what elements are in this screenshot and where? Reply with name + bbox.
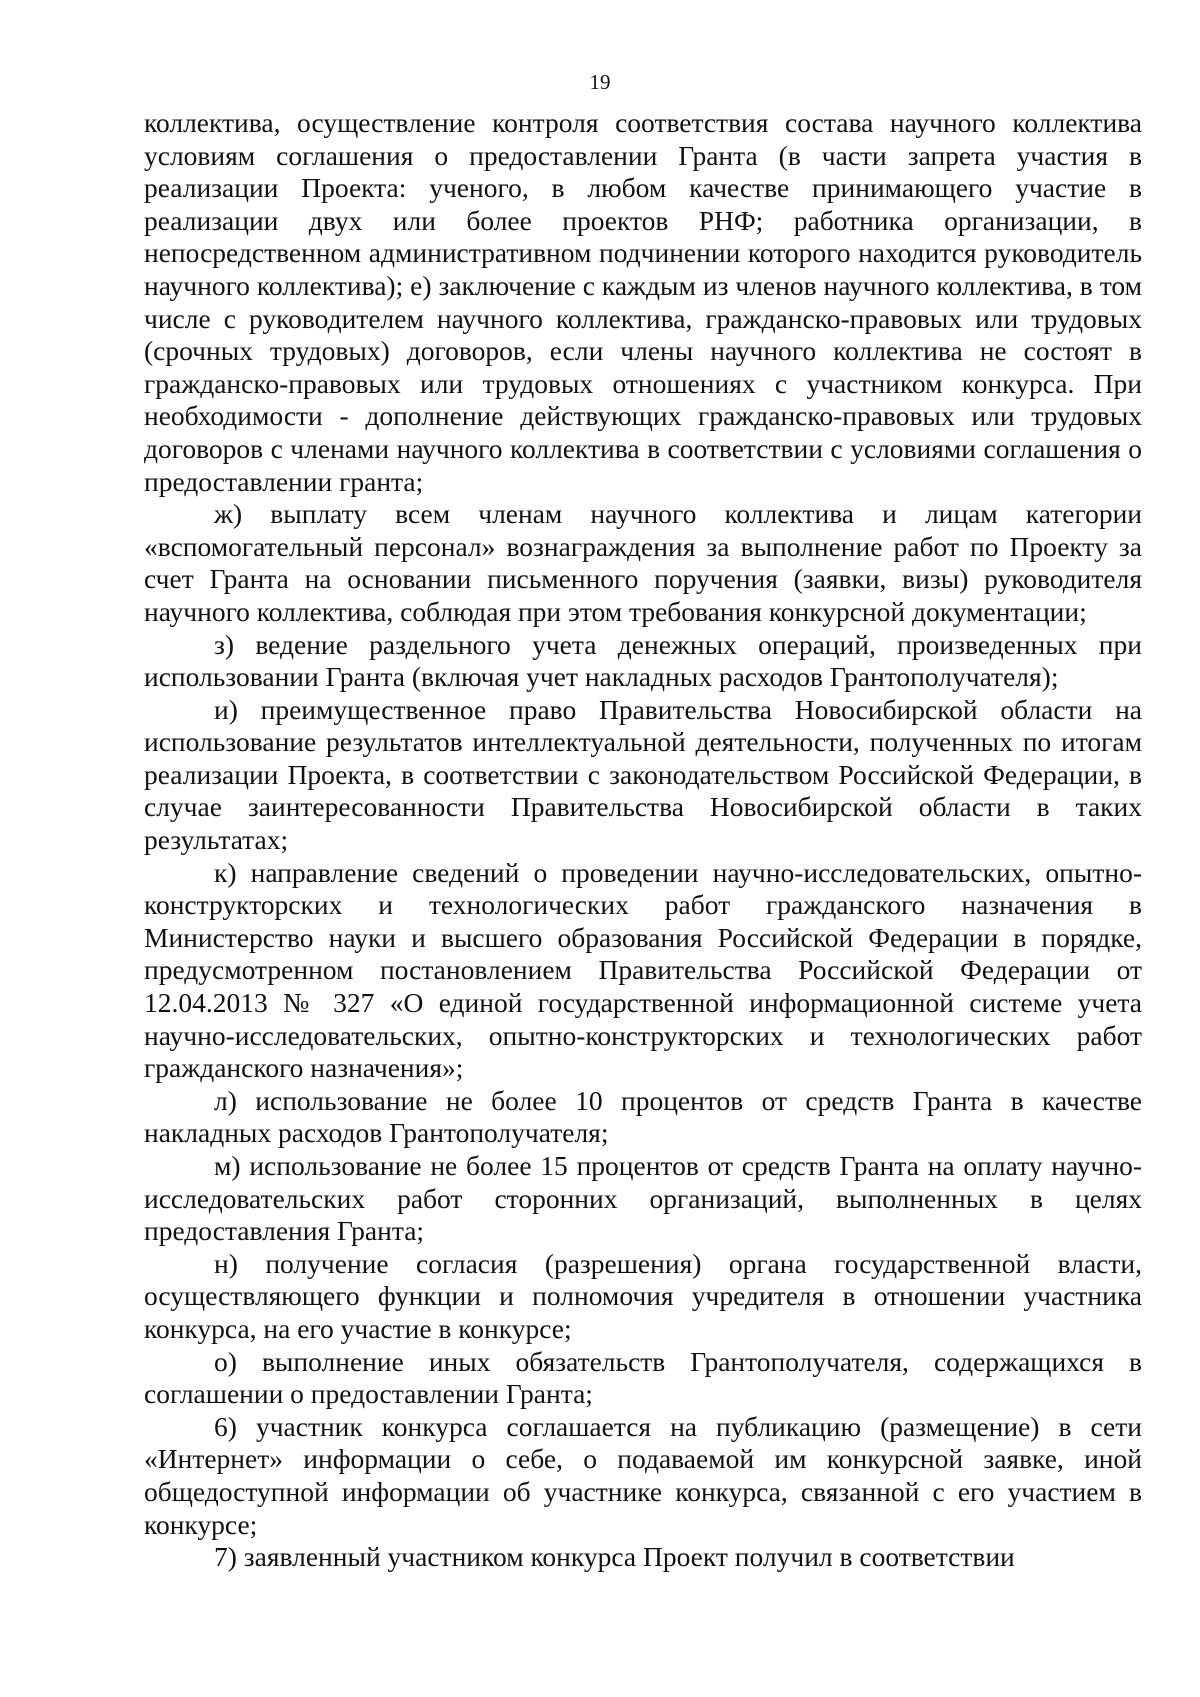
paragraph-item-7: 7) заявленный участником конкурса Проект получил в соответствии (214, 1541, 1015, 1573)
paragraph-item-6: 6) участник конкурса соглашается на публикацию (размещение) в сети «Интернет» информации о себе, о подаваемой им конкурсной заявке, иной общедоступной информации об участнике конкурса, связанной с его участием в конкурсе; (144, 1410, 1142, 1540)
paragraph-item-z: з) ведение раздельного учета денежных операций, произведенных при использовании Гранта (включая учет накладных расходов Грантополучателя); (144, 628, 1142, 693)
page-number: 19 (589, 70, 611, 94)
paragraph-item-o: о) выполнение иных обязательств Грантополучателя, содержащихся в соглашении о предоставлении Гранта; (144, 1345, 1142, 1410)
document-body (144, 107, 1142, 1574)
paragraph-item-zh: ж) выплату всем членам научного коллектива и лицам категории «вспомогательный персонал» вознаграждения за выполнение работ по Проекту за счет Гранта на основании письменного поручения (заявки, визы) руководителя научного коллектива, соблюдая при этом требования конкурсной документации; (144, 498, 1142, 627)
paragraph-item-n: н) получение согласия (разрешения) органа государственной власти, осуществляющего функции и полномочия учредителя в отношении участника конкурса, на его участие в конкурсе; (144, 1247, 1142, 1344)
paragraph-item-m: м) использование не более 15 процентов от средств Гранта на оплату научно-исследовательских работ сторонних организаций, выполненных в целях предоставления Гранта; (144, 1150, 1142, 1247)
paragraph-item-k: к) направление сведений о проведении научно-исследовательских, опытно-конструкторских и технологических работ гражданского назначения в Министерство науки и высшего образования Российской Федерации в порядке, предусмотренном постановлением Правительства Российской Федерации от 12.04.2013 № 327 «О единой государственной информационной системе учета научно-исследовательских, опытно-конструкторских и технологических работ гражданского назначения»; (144, 856, 1142, 1084)
paragraph-item-l: л) использование не более 10 процентов от средств Гранта в качестве накладных расходов Грантополучателя; (144, 1084, 1142, 1149)
paragraph-item-i: и) преимущественное право Правительства Новосибирской области на использование результатов интеллектуальной деятельности, полученных по итогам реализации Проекта, в соответствии с законодательством Российской Федерации, в случае заинтересованности Правительства Новосибирской области в таких результатах; (144, 693, 1142, 856)
paragraph-continuation: коллектива, осуществление контроля соответствия состава научного коллектива условиям соглашения о предоставлении Гранта (в части запрета участия в реализации Проекта: ученого, в любом качестве принимающего участие в реализации двух или более проектов РНФ; работника организации, в непосредственном административном подчинении которого находится руководитель научного коллектива); е) заключение с каждым из членов научного коллектива, в том числе с руководителем научного коллектива, гражданско-правовых или трудовых (срочных трудовых) договоров, если члены научного коллектива не состоят в гражданско-правовых или трудовых отношениях с участником конкурса. При необходимости - дополнение действующих гражданско-правовых или трудовых договоров с членами научного коллектива в соответствии с условиями соглашения о предоставлении гранта; (144, 107, 1142, 497)
